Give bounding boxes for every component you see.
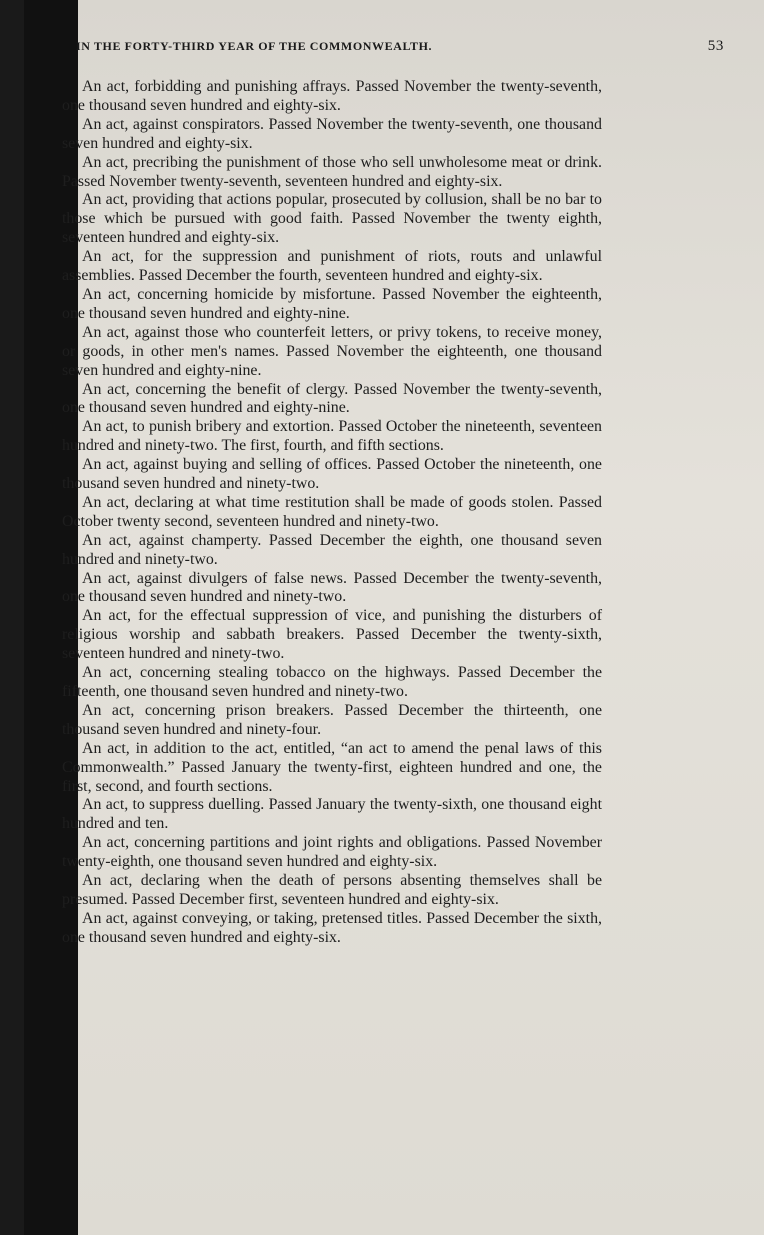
act-entry: An act, against those who counterfeit letters, or privy tokens, to receive money, or goods, in other men's names. Passed November the eighteenth, one thousand seven hundred and eighty-nine. [62, 323, 602, 379]
running-title: IN THE FORTY-THIRD YEAR OF THE COMMONWEALTH. [76, 39, 433, 53]
act-entry: An act, concerning the benefit of clergy. Passed November the twenty-seventh, one thousand seven hundred and eighty-nine. [62, 380, 602, 417]
act-entry: An act, concerning stealing tobacco on the highways. Passed December the fifteenth, one thousand seven hundred and ninety-two. [62, 664, 602, 700]
act-entry: An act, for the suppression and punishment of riots, routs and unlawful assemblies. Passed December the fourth, seventeen hundred and eighty-six. [62, 248, 602, 285]
act-entry: An act, concerning partitions and joint rights and obligations. Passed November twenty-eighth, one thousand seven hundred and eighty-six. [62, 834, 602, 871]
running-header [76, 38, 724, 55]
act-entry: An act, in addition to the act, entitled, “an act to amend the penal laws of this Commonwealth.” Passed January the twenty-first, eighteen hundred and one, the first, second, and fourth sections. [62, 739, 602, 795]
act-entry: An act, concerning homicide by misfortune. Passed November the eighteenth, one thousand seven hundred and eighty-nine. [62, 285, 602, 322]
act-entry: An act, against conspirators. Passed November the twenty-seventh, one thousand seven hundred and eighty-six. [62, 115, 602, 152]
act-entry: An act, against buying and selling of offices. Passed October the nineteenth, one thousand seven hundred and ninety-two. [62, 456, 602, 493]
act-list [62, 78, 602, 948]
act-entry: An act, forbidding and punishing affrays. Passed November the twenty-seventh, one thousand seven hundred and eighty-six. [62, 78, 602, 114]
act-entry: An act, for the effectual suppression of vice, and punishing the disturbers of religious worship and sabbath breakers. Passed December the twenty-sixth, seventeen hundred and ninety-two. [62, 607, 602, 663]
act-entry: An act, providing that actions popular, prosecuted by collusion, shall be no bar to those which be pursued with good faith. Passed November the twenty eighth, seventeen hundred and eighty-six. [62, 191, 602, 247]
act-entry: An act, against divulgers of false news. Passed December the twenty-seventh, one thousand seven hundred and ninety-two. [62, 569, 602, 606]
act-entry: An act, declaring when the death of persons absenting themselves shall be presumed. Passed December first, seventeen hundred and eighty-six. [62, 872, 602, 908]
act-entry: An act, to suppress duelling. Passed January the twenty-sixth, one thousand eight hundred and ten. [62, 796, 602, 833]
act-entry: An act, against champerty. Passed December the eighth, one thousand seven hundred and ninety-two. [62, 531, 602, 568]
act-entry: An act, precribing the punishment of those who sell unwholesome meat or drink. Passed November twenty-seventh, seventeen hundred and eighty-six. [62, 153, 602, 190]
act-entry: An act, concerning prison breakers. Passed December the thirteenth, one thousand seven hundred and ninety-four. [62, 701, 602, 738]
act-entry: An act, to punish bribery and extortion. Passed October the nineteenth, seventeen hundred and ninety-two. The first, fourth, and fifth sections. [62, 418, 602, 455]
act-entry: An act, declaring at what time restitution shall be made of goods stolen. Passed October twenty second, seventeen hundred and ninety-two. [62, 493, 602, 530]
page-number: 53 [707, 38, 724, 54]
act-entry: An act, against conveying, or taking, pretensed titles. Passed December the sixth, one thousand seven hundred and eighty-six. [62, 909, 602, 946]
